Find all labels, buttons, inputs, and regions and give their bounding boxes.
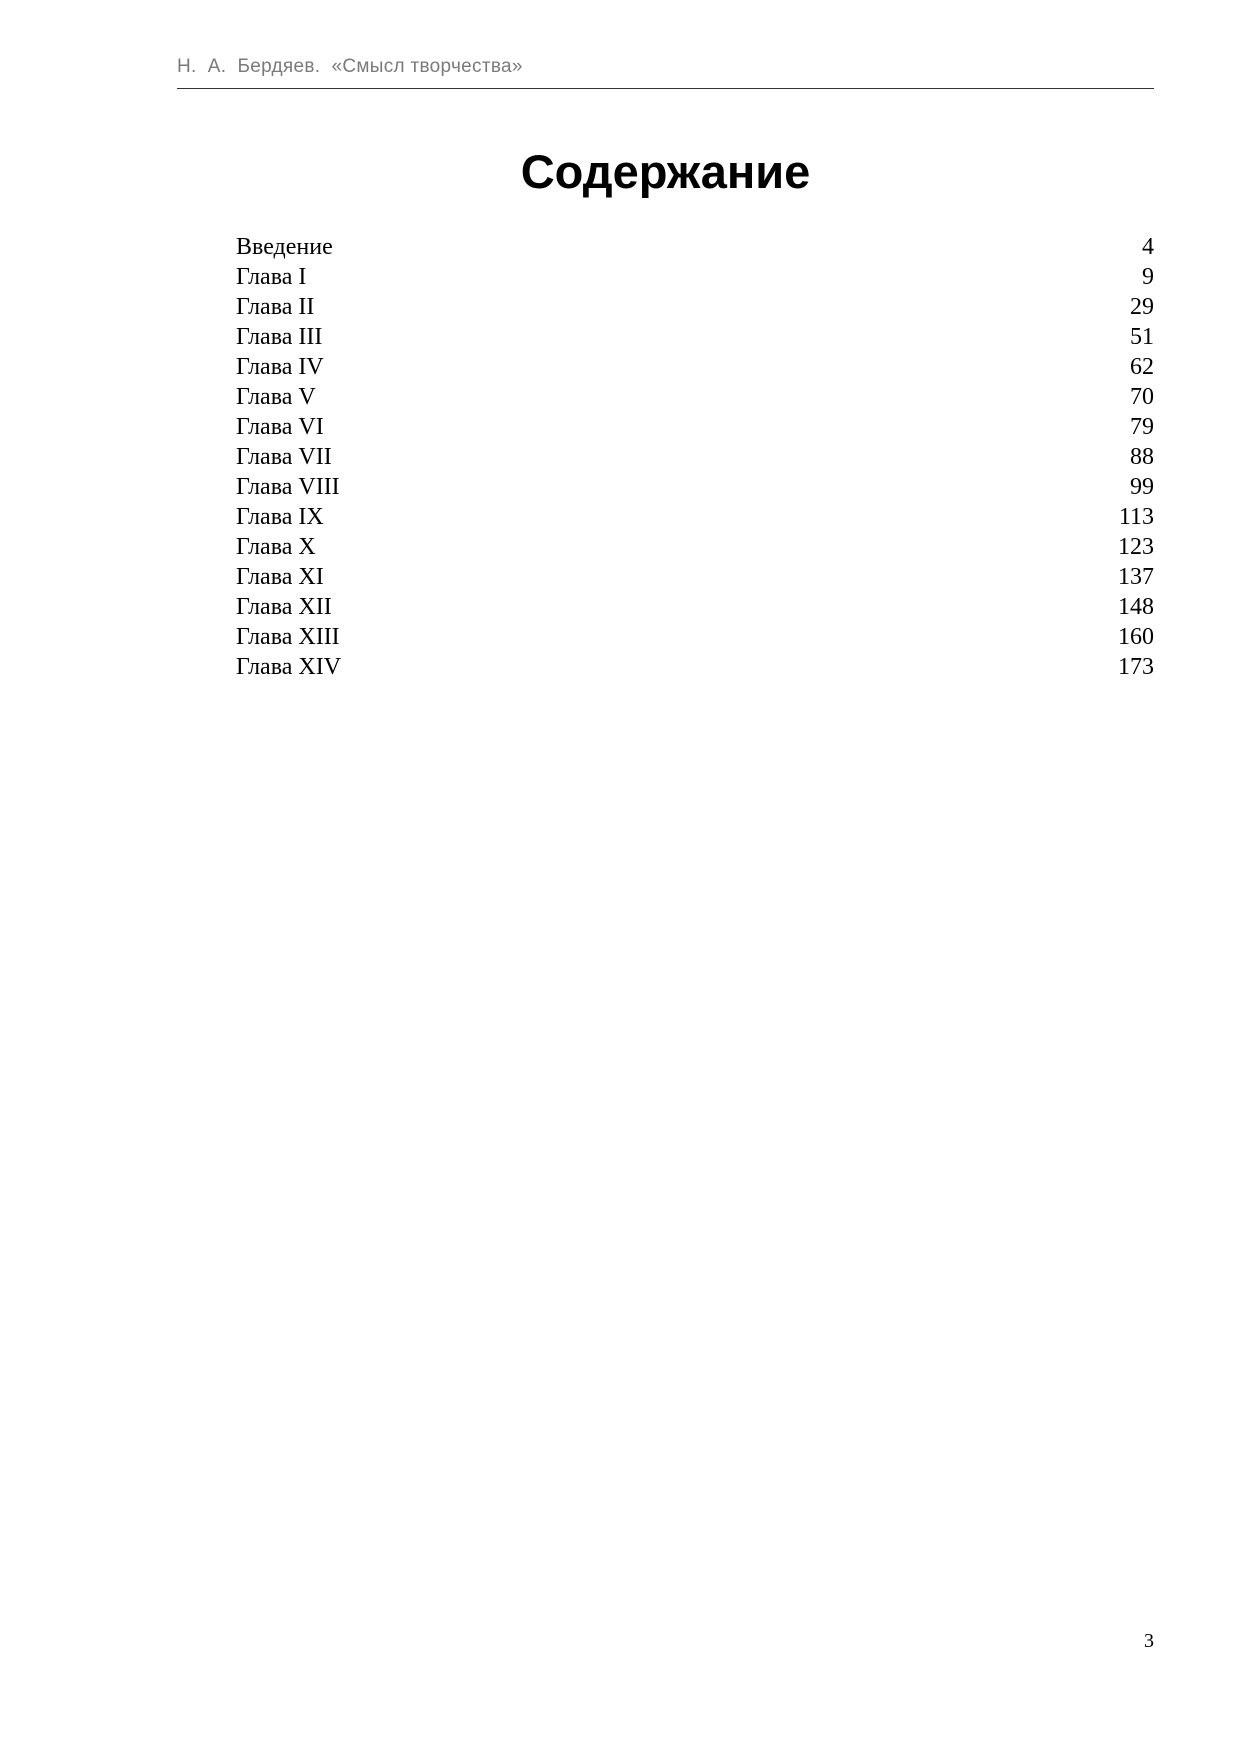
toc-entry-label: Глава VI (236, 414, 324, 440)
toc-entry-chapter-2[interactable] (236, 292, 1154, 322)
toc-entry-page: 29 (1130, 294, 1154, 320)
toc-entry-label: Глава II (236, 294, 315, 320)
running-header: Н. А. Бердяев. «Смысл творчества» (177, 56, 523, 77)
header-divider (177, 88, 1154, 89)
toc-entry-page: 70 (1130, 384, 1154, 410)
page-number: 3 (1144, 1630, 1154, 1652)
toc-entry-page: 62 (1130, 354, 1154, 380)
toc-entry-page: 9 (1142, 264, 1154, 290)
toc-entry-chapter-4[interactable] (236, 352, 1154, 382)
toc-entry-page: 99 (1130, 474, 1154, 500)
toc-entry-page: 4 (1142, 234, 1154, 260)
toc-entry-label: Введение (236, 234, 333, 260)
toc-entry-page: 173 (1118, 654, 1154, 680)
toc-entry-page: 88 (1130, 444, 1154, 470)
toc-entry-page: 113 (1118, 504, 1154, 530)
toc-entry-label: Глава V (236, 384, 316, 410)
toc-entry-label: Глава XIII (236, 624, 340, 650)
toc-entry-chapter-6[interactable] (236, 412, 1154, 442)
toc-entry-introduction[interactable] (236, 232, 1154, 262)
toc-entry-chapter-3[interactable] (236, 322, 1154, 352)
table-of-contents (236, 232, 1154, 682)
toc-entry-chapter-10[interactable] (236, 532, 1154, 562)
toc-entry-chapter-13[interactable] (236, 622, 1154, 652)
toc-entry-page: 79 (1130, 414, 1154, 440)
toc-entry-label: Глава XII (236, 594, 332, 620)
toc-entry-label: Глава VII (236, 444, 332, 470)
toc-entry-label: Глава III (236, 324, 323, 350)
toc-entry-chapter-11[interactable] (236, 562, 1154, 592)
toc-entry-page: 160 (1118, 624, 1154, 650)
toc-entry-label: Глава IV (236, 354, 324, 380)
toc-entry-chapter-9[interactable] (236, 502, 1154, 532)
toc-entry-page: 137 (1118, 564, 1154, 590)
toc-entry-chapter-12[interactable] (236, 592, 1154, 622)
toc-entry-chapter-1[interactable] (236, 262, 1154, 292)
toc-entry-label: Глава X (236, 534, 316, 560)
toc-entry-label: Глава XI (236, 564, 324, 590)
toc-entry-label: Глава XIV (236, 654, 342, 680)
toc-entry-label: Глава I (236, 264, 307, 290)
toc-entry-chapter-14[interactable] (236, 652, 1154, 682)
toc-entry-chapter-5[interactable] (236, 382, 1154, 412)
toc-entry-page: 148 (1118, 594, 1154, 620)
toc-entry-page: 51 (1130, 324, 1154, 350)
toc-entry-label: Глава VIII (236, 474, 340, 500)
toc-entry-chapter-7[interactable] (236, 442, 1154, 472)
toc-title: Содержание (520, 145, 811, 198)
toc-entry-chapter-8[interactable] (236, 472, 1154, 502)
toc-entry-label: Глава IX (236, 504, 324, 530)
toc-entry-page: 123 (1118, 534, 1154, 560)
